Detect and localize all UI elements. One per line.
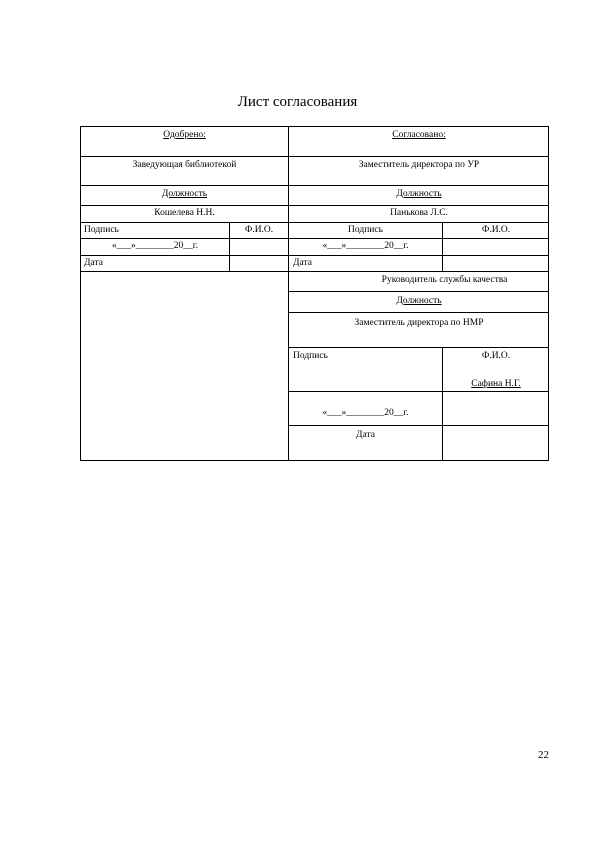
right-position-value: Заместитель директора по УР xyxy=(358,160,480,170)
right-date-value: «___»________20__г. xyxy=(322,241,409,251)
row-line xyxy=(80,156,549,157)
row-line xyxy=(288,391,549,392)
right-date-label: Дата xyxy=(293,258,312,268)
left-header: Одобрено: xyxy=(163,130,206,140)
quality-date-label: Дата xyxy=(356,430,375,440)
left-date-label: Дата xyxy=(84,258,103,268)
quality-signature-label: Подпись xyxy=(293,351,328,361)
row-line xyxy=(288,312,549,313)
left-signature-label: Подпись xyxy=(84,225,119,235)
row-line xyxy=(80,238,549,239)
left-fio-label: Ф.И.О. xyxy=(244,225,274,235)
quality-position-label: Должность xyxy=(396,296,442,306)
left-date-value: «___»________20__г. xyxy=(112,241,198,251)
row-line xyxy=(80,205,549,206)
quality-position-value: Заместитель директора по НМР xyxy=(354,318,484,328)
row-line xyxy=(288,291,549,292)
right-signature-label: Подпись xyxy=(348,225,383,235)
left-name-value: Кошелева Н.Н. xyxy=(154,208,215,218)
quality-name-value: Сафина Н.Г. xyxy=(471,379,521,389)
row-line xyxy=(80,222,549,223)
right-position-label: Должность xyxy=(396,189,442,199)
row-line xyxy=(80,271,549,272)
row-line xyxy=(288,347,549,348)
page-title: Лист согласования xyxy=(237,94,358,110)
left-position-value: Заведующая библиотекой xyxy=(132,160,237,170)
left-position-label: Должность xyxy=(161,189,208,199)
right-name-value: Панькова Л.С. xyxy=(390,208,448,218)
quality-fio-label: Ф.И.О. xyxy=(481,351,511,361)
right-header: Согласовано: xyxy=(392,130,446,140)
quality-fio-divider xyxy=(442,347,443,461)
right-fio-label: Ф.И.О. xyxy=(481,225,511,235)
quality-title: Руководитель службы качества xyxy=(381,275,508,285)
quality-date-value: «___»________20__г. xyxy=(322,408,409,418)
row-line xyxy=(288,425,549,426)
page-number: 22 xyxy=(538,749,549,761)
row-line xyxy=(80,255,549,256)
row-line xyxy=(80,185,549,186)
